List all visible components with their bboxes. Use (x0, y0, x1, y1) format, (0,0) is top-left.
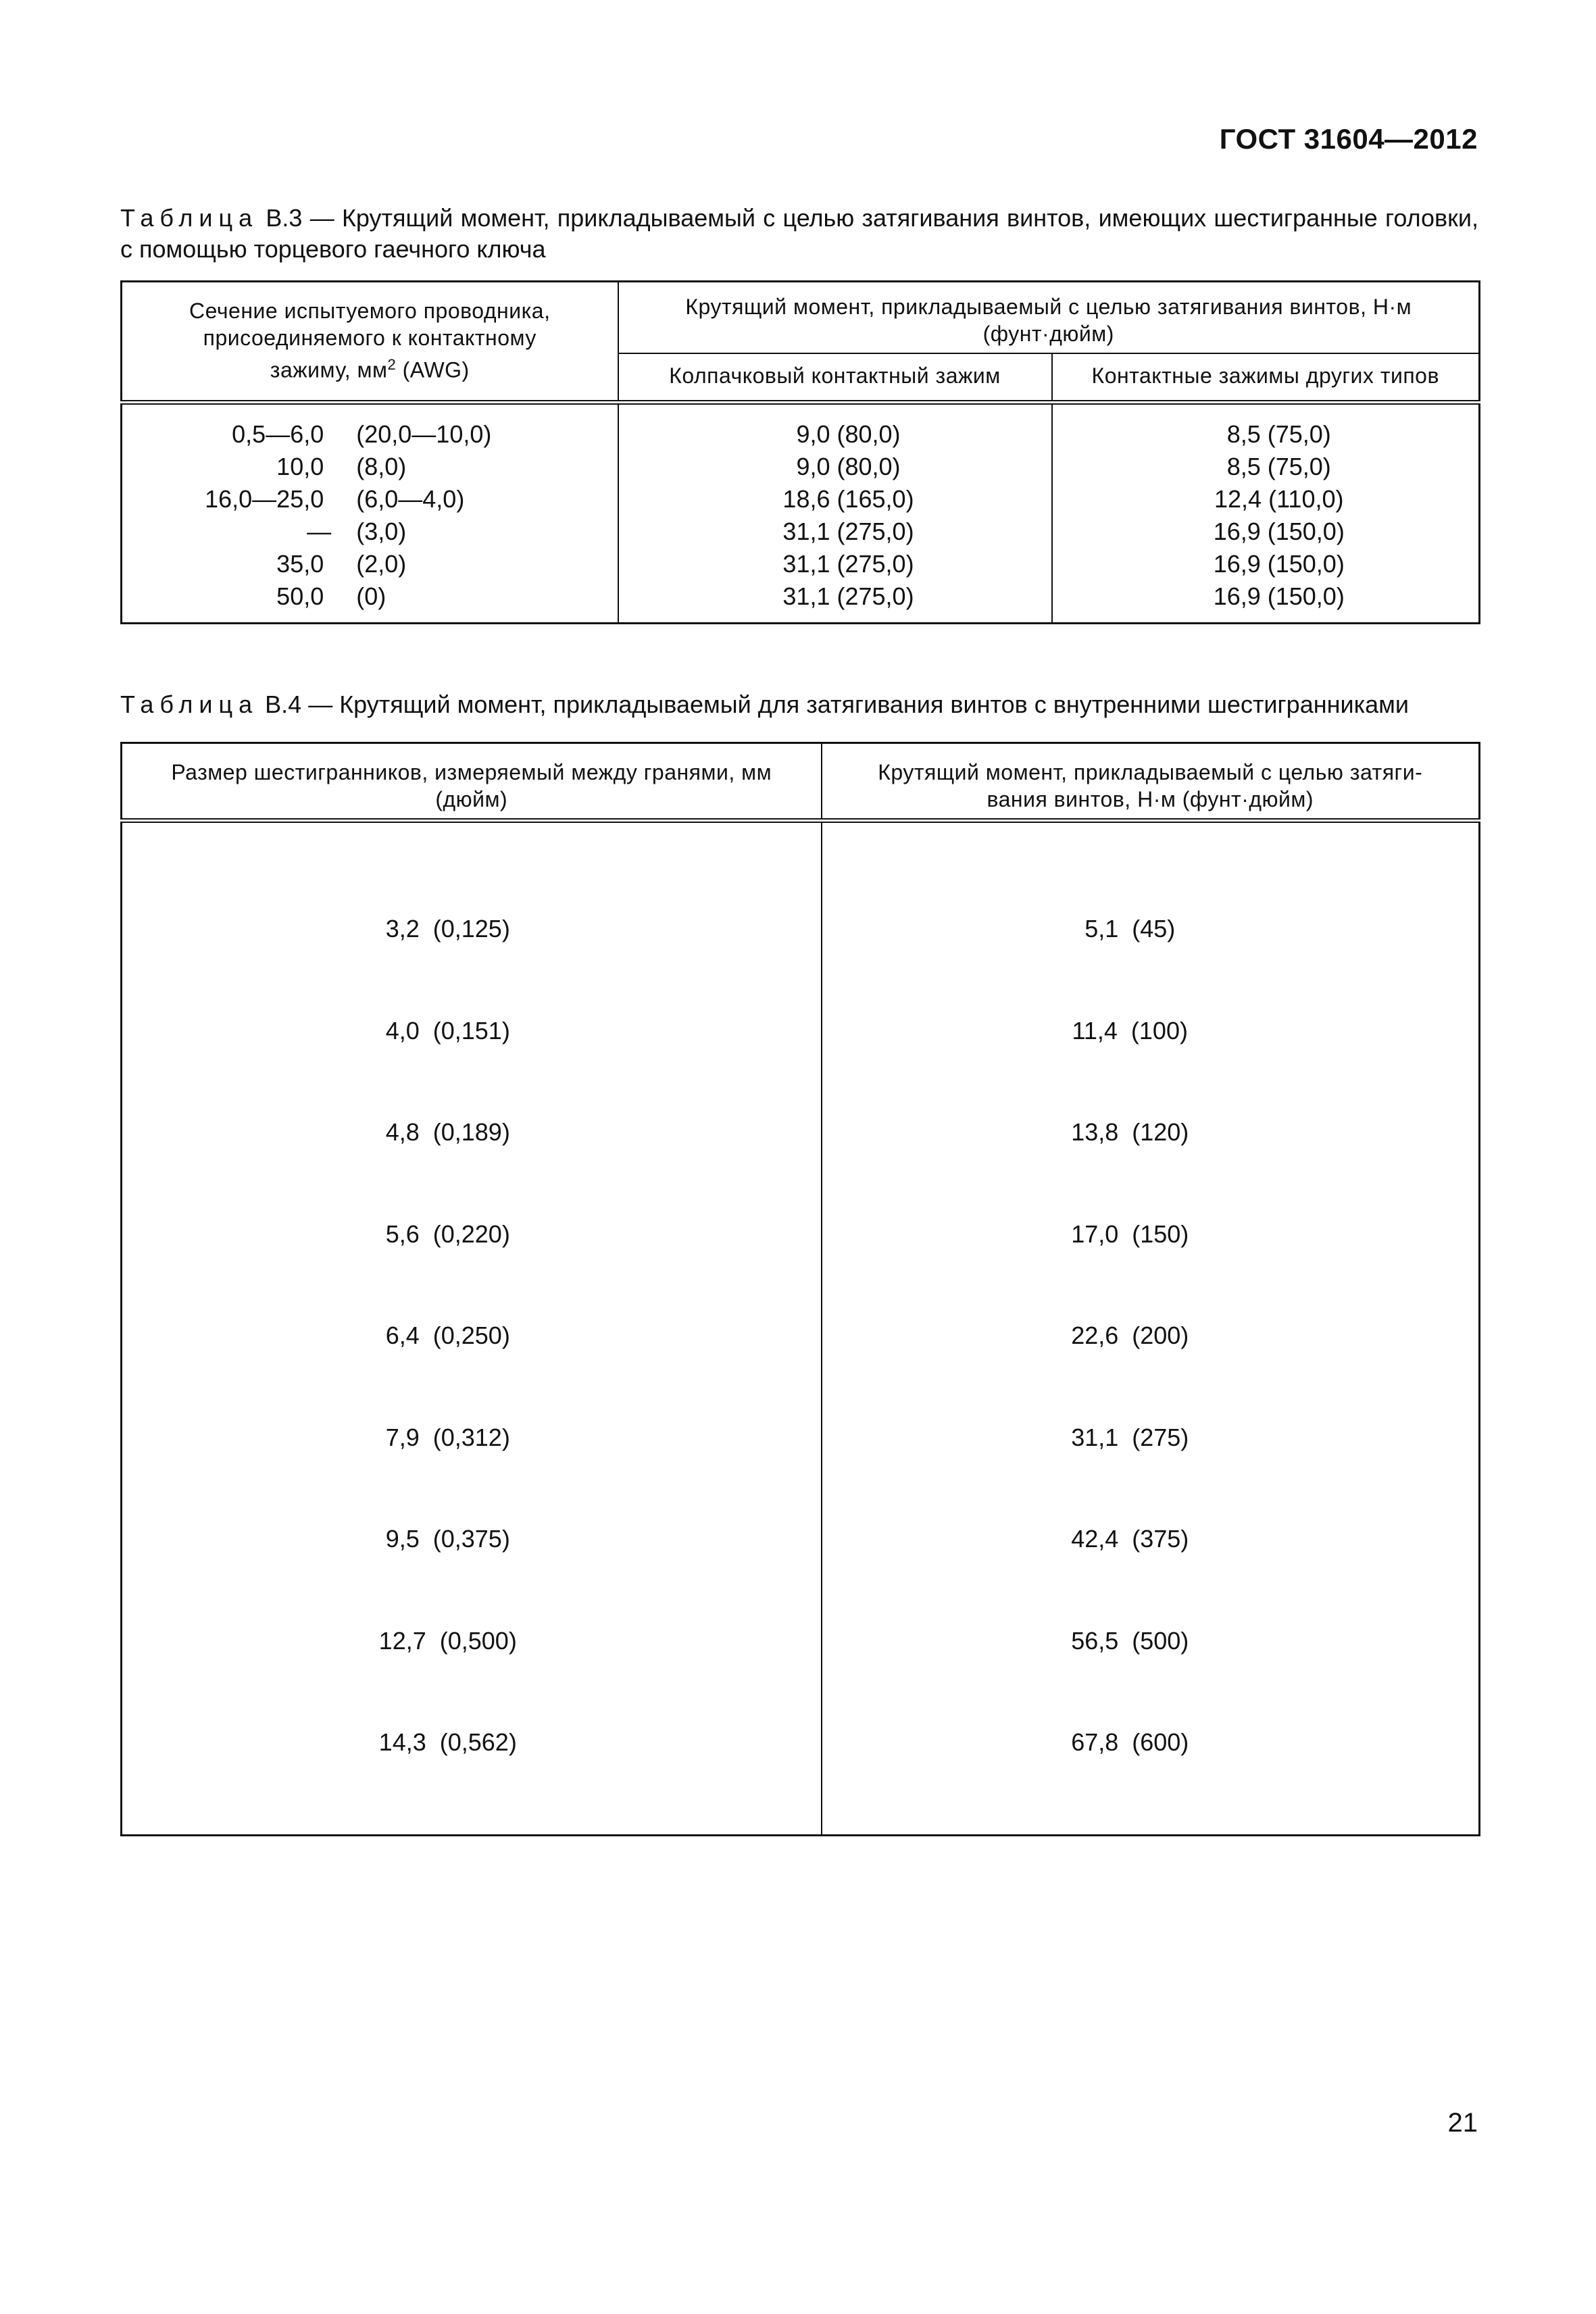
table-b4-cell-torque: 31,1 (275) (1071, 1423, 1189, 1451)
table-b3-cell-cap: 18,6 (165,0) (782, 485, 914, 513)
table-b4-cell-size: 6,4 (0,250) (385, 1322, 510, 1349)
table-b3-cell-other: 16,9 (150,0) (1213, 518, 1345, 545)
table-b4-caption-label: Таблица (120, 690, 259, 718)
table-b3-cell-awg: (8,0) (356, 453, 407, 480)
table-b4-cell-size: 7,9 (0,312) (385, 1423, 510, 1451)
table-b3-cell-awg: (3,0) (356, 518, 407, 545)
table-b3-cell-mm: — (307, 518, 332, 545)
table-b3-header-other-terminals: Контактные зажимы других типов (1052, 353, 1480, 403)
table-b4-cell-torque: 17,0 (150) (1071, 1219, 1189, 1248)
table-b3-cell-other: 16,9 (150,0) (1213, 582, 1345, 610)
table-b4-size-list (122, 845, 821, 1828)
table-b4-caption-text: В.4 — Крутящий момент, прикладываемый для затягивания винтов с внутренними шестигранниками (258, 690, 1410, 718)
table-b3-cell-mm: 50,0 (276, 582, 324, 610)
table-b4-cell-size: 9,5 (0,375) (385, 1525, 510, 1553)
table-b3-cell-mm: 35,0 (276, 550, 324, 578)
table-b3-header-section-line1: Сечение испытуемого проводника, (189, 299, 551, 323)
table-b4-header-torque-line1: Крутящий момент, прикладываемый с целью затяги- (878, 760, 1423, 784)
table-b3-cell-cap: 9,0 (80,0) (796, 420, 901, 448)
table-b3-cell-cap: 31,1 (275,0) (782, 550, 914, 578)
table-b3-cell-awg: (6,0—4,0) (356, 485, 465, 513)
table-b3-other-column (1052, 403, 1480, 624)
table-b3-cell-cap: 31,1 (275,0) (782, 518, 914, 545)
table-b3-cell-cap: 9,0 (80,0) (796, 453, 901, 480)
table-b4-header-torque (822, 743, 1480, 821)
table-b4-cell-size: 3,2 (0,125) (385, 915, 510, 942)
table-b4-header-size (122, 743, 822, 821)
table-b3-header-section-sup: 2 (387, 356, 397, 373)
document-code: ГОСТ 31604—2012 (1219, 123, 1478, 155)
table-b3-cell-other: 12,4 (110,0) (1214, 485, 1344, 513)
table-b4-header-size-line1: Размер шестигранников, измеряемый между гранями, мм (171, 760, 772, 784)
table-b3-cell-mm: 0,5—6,0 (232, 420, 324, 448)
table-b3-header-section-line2: присоединяемого к контактному (203, 326, 537, 350)
table-b4-cell-torque: 56,5 (500) (1071, 1626, 1189, 1655)
table-b3-cap-column (618, 403, 1052, 624)
table-b4-cell-torque: 67,8 (600) (1071, 1728, 1189, 1756)
table-b4-cell-torque: 13,8 (120) (1071, 1118, 1189, 1146)
table-b3-cell-other: 8,5 (75,0) (1226, 453, 1331, 480)
table-b3-header-torque (618, 282, 1480, 354)
table-b3-cell-other: 16,9 (150,0) (1213, 550, 1345, 578)
table-b3-header-torque-line2: (фунт·дюйм) (982, 322, 1114, 346)
table-b3-cell-awg: (2,0) (356, 550, 407, 578)
table-b4-size-column (122, 821, 822, 1836)
table-b3-header-section-tail: (AWG) (396, 357, 470, 382)
table-b3-section-column (122, 403, 618, 624)
table-b3-caption-label: Таблица (120, 204, 259, 232)
table-b4-cell-size: 4,8 (0,189) (385, 1118, 510, 1146)
table-b4-cell-torque: 11,4 (100) (1072, 1016, 1188, 1045)
table-b3-header-section-line3 (136, 351, 604, 384)
table-b3-cap-list (619, 418, 1051, 613)
table-b3-cell-mm: 16,0—25,0 (205, 485, 324, 513)
table-b4-cell-torque: 22,6 (200) (1071, 1322, 1189, 1349)
table-b3-header-cap-terminal: Колпачковый контактный зажим (618, 353, 1052, 403)
table-b3-caption-text: В.3 — Крутящий момент, прикладываемый с целью затягивания винтов, имеющих шестигранные головки, с помощью торцевого гаечного ключа (120, 204, 1478, 263)
table-b3-header-torque-line1: Крутящий момент, прикладываемый с целью затягивания винтов, Н·м (685, 295, 1412, 319)
table-b4-cell-torque: 42,4 (375) (1071, 1525, 1189, 1553)
table-b3-cell-other: 8,5 (75,0) (1226, 420, 1331, 448)
table-b4-caption (120, 689, 1478, 720)
table-b4-cell-size: 12,7 (0,500) (378, 1626, 517, 1655)
table-b4-cell-size: 14,3 (0,562) (378, 1728, 517, 1756)
table-b4-torque-list (822, 845, 1479, 1828)
table-b4-cell-size: 5,6 (0,220) (385, 1219, 510, 1248)
page-number: 21 (1447, 2108, 1478, 2138)
table-b3-other-list (1053, 418, 1479, 613)
table-b4-header-torque-line2: вания винтов, Н·м (фунт·дюйм) (987, 787, 1314, 811)
table-b3-cell-mm: 10,0 (276, 453, 324, 480)
table-b3-header-section-unit: зажиму, мм (270, 357, 388, 382)
table-b3-caption (120, 203, 1478, 265)
table-b3-cell-cap: 31,1 (275,0) (782, 582, 914, 610)
table-b4-header-size-line2: (дюйм) (435, 787, 508, 811)
table-b4 (120, 742, 1480, 1836)
table-b3-section-list (122, 418, 618, 613)
table-b3-cell-awg: (0) (356, 582, 386, 610)
table-b3-cell-awg: (20,0—10,0) (356, 420, 492, 448)
table-b4-cell-torque: 5,1 (45) (1084, 915, 1176, 942)
table-b3 (120, 280, 1480, 624)
table-b3-header-section (122, 282, 618, 403)
table-b4-cell-size: 4,0 (0,151) (385, 1016, 510, 1045)
table-b4-torque-column (822, 821, 1480, 1836)
